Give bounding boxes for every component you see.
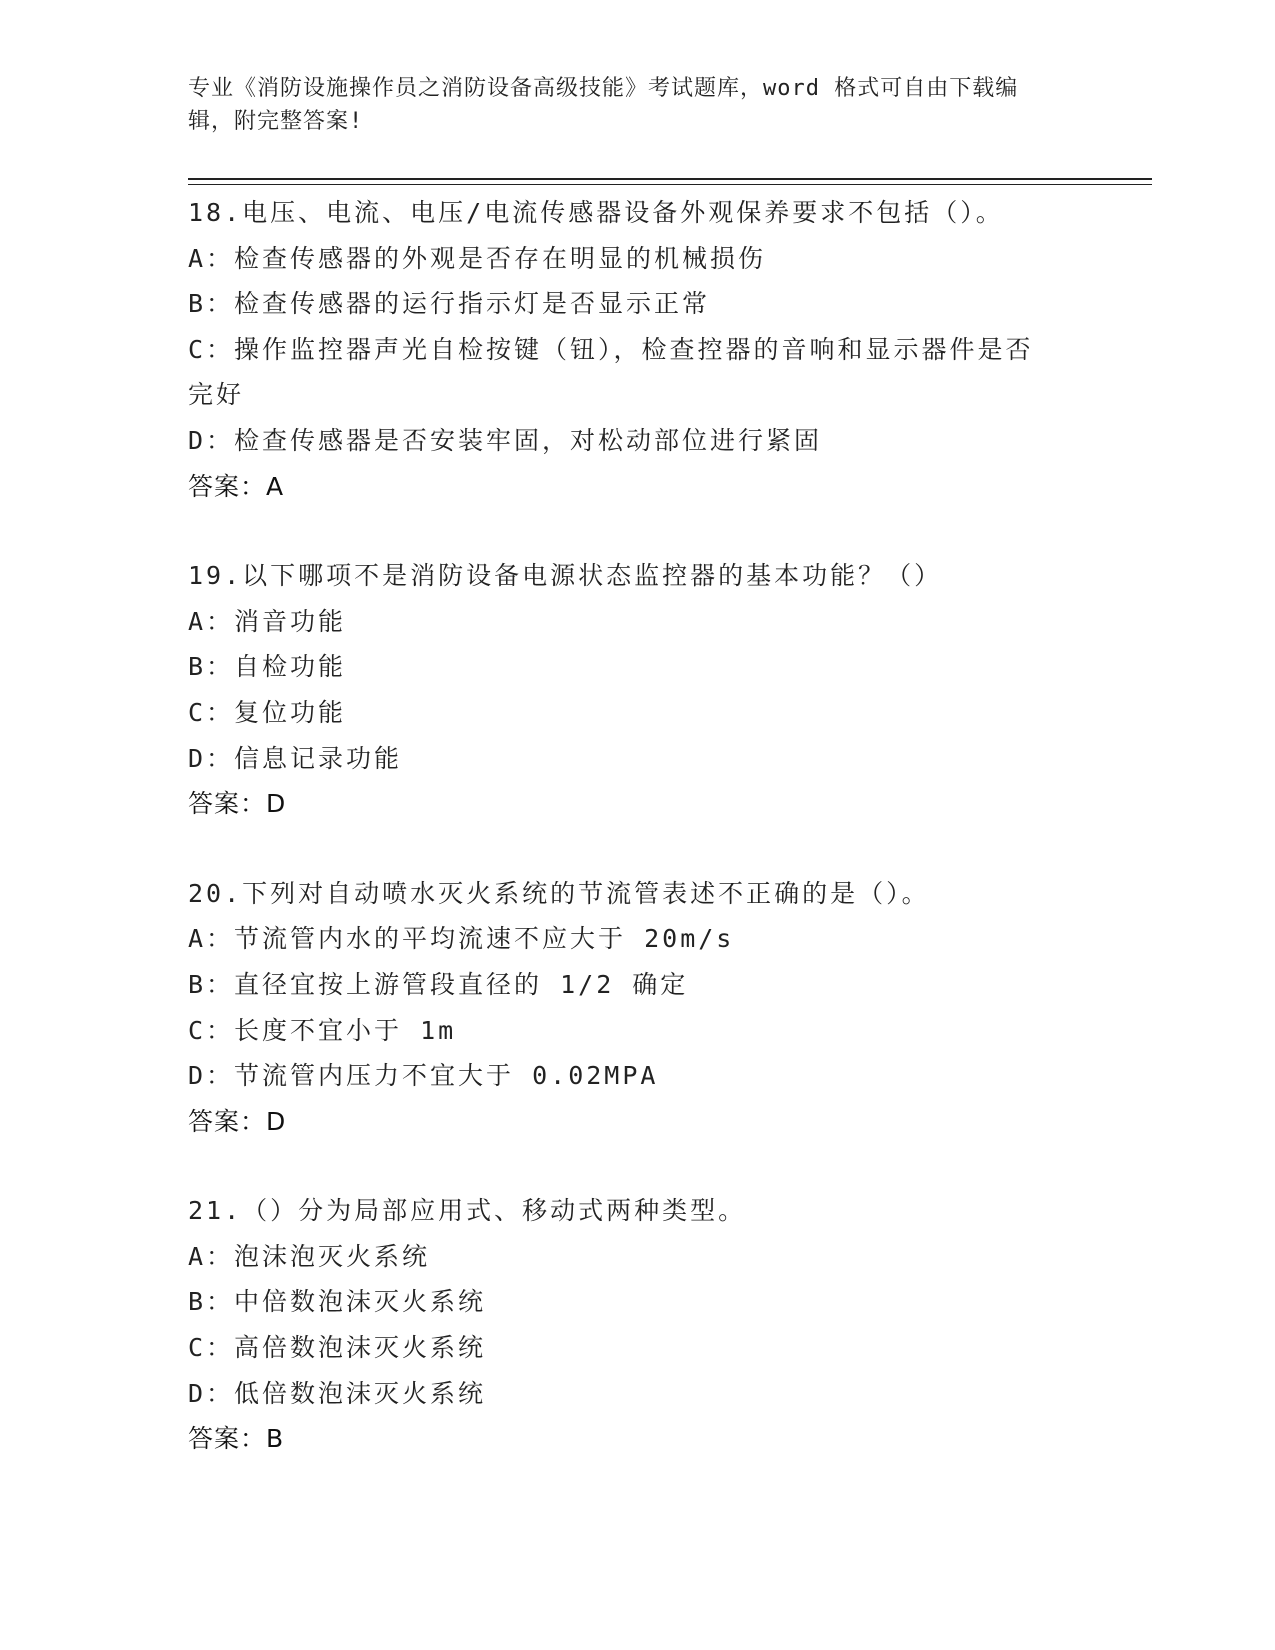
question-18 — [188, 190, 1088, 509]
header-line-2: 辑，附完整答案! — [188, 109, 364, 134]
header-divider-thick — [188, 178, 1152, 180]
question-stem: 19.以下哪项不是消防设备电源状态监控器的基本功能？（） — [188, 561, 943, 591]
option-a: A：消音功能 — [188, 606, 347, 636]
question-stem: 21.（）分为局部应用式、移动式两种类型。 — [188, 1196, 747, 1226]
option-d: D：检查传感器是否安装牢固，对松动部位进行紧固 — [188, 425, 823, 455]
option-b: B：检查传感器的运行指示灯是否显示正常 — [188, 289, 711, 319]
option-b: B：自检功能 — [188, 652, 347, 682]
header-line-1: 专业《消防设施操作员之消防设备高级技能》考试题库，word 格式可自由下载编 — [188, 76, 1019, 101]
option-c: C：复位功能 — [188, 697, 347, 727]
option-d: D：信息记录功能 — [188, 743, 403, 773]
question-stem: 20.下列对自动喷水灭火系统的节流管表述不正确的是（）。 — [188, 878, 930, 908]
option-a: A：泡沫泡灭火系统 — [188, 1241, 431, 1271]
option-b: B：直径宜按上游管段直径的 1/2 确定 — [188, 969, 689, 999]
answer-line: 答案：B — [188, 1424, 285, 1454]
header-divider-thin — [188, 184, 1152, 185]
option-c: C：操作监控器声光自检按键（钮），检查控器的音响和显示器件是否完好 — [188, 334, 1034, 410]
option-c: C：高倍数泡沫灭火系统 — [188, 1333, 487, 1363]
answer-line: 答案：D — [188, 789, 287, 819]
question-21 — [188, 1188, 1088, 1462]
question-list — [188, 190, 1088, 1506]
option-d: D：低倍数泡沫灭火系统 — [188, 1378, 487, 1408]
question-19 — [188, 553, 1088, 827]
document-header — [188, 72, 1068, 138]
option-d: D：节流管内压力不宜大于 0.02MPA — [188, 1061, 659, 1091]
answer-line: 答案：D — [188, 1106, 287, 1136]
option-b: B：中倍数泡沫灭火系统 — [188, 1287, 487, 1317]
question-stem: 18.电压、电流、电压/电流传感器设备外观保养要求不包括（）。 — [188, 198, 1004, 227]
answer-line: 答案：A — [188, 471, 285, 501]
option-c: C：长度不宜小于 1m — [188, 1015, 457, 1045]
option-a: A：节流管内水的平均流速不应大于 20m/s — [188, 924, 735, 954]
question-20 — [188, 871, 1088, 1145]
option-a: A：检查传感器的外观是否存在明显的机械损伤 — [188, 243, 767, 273]
